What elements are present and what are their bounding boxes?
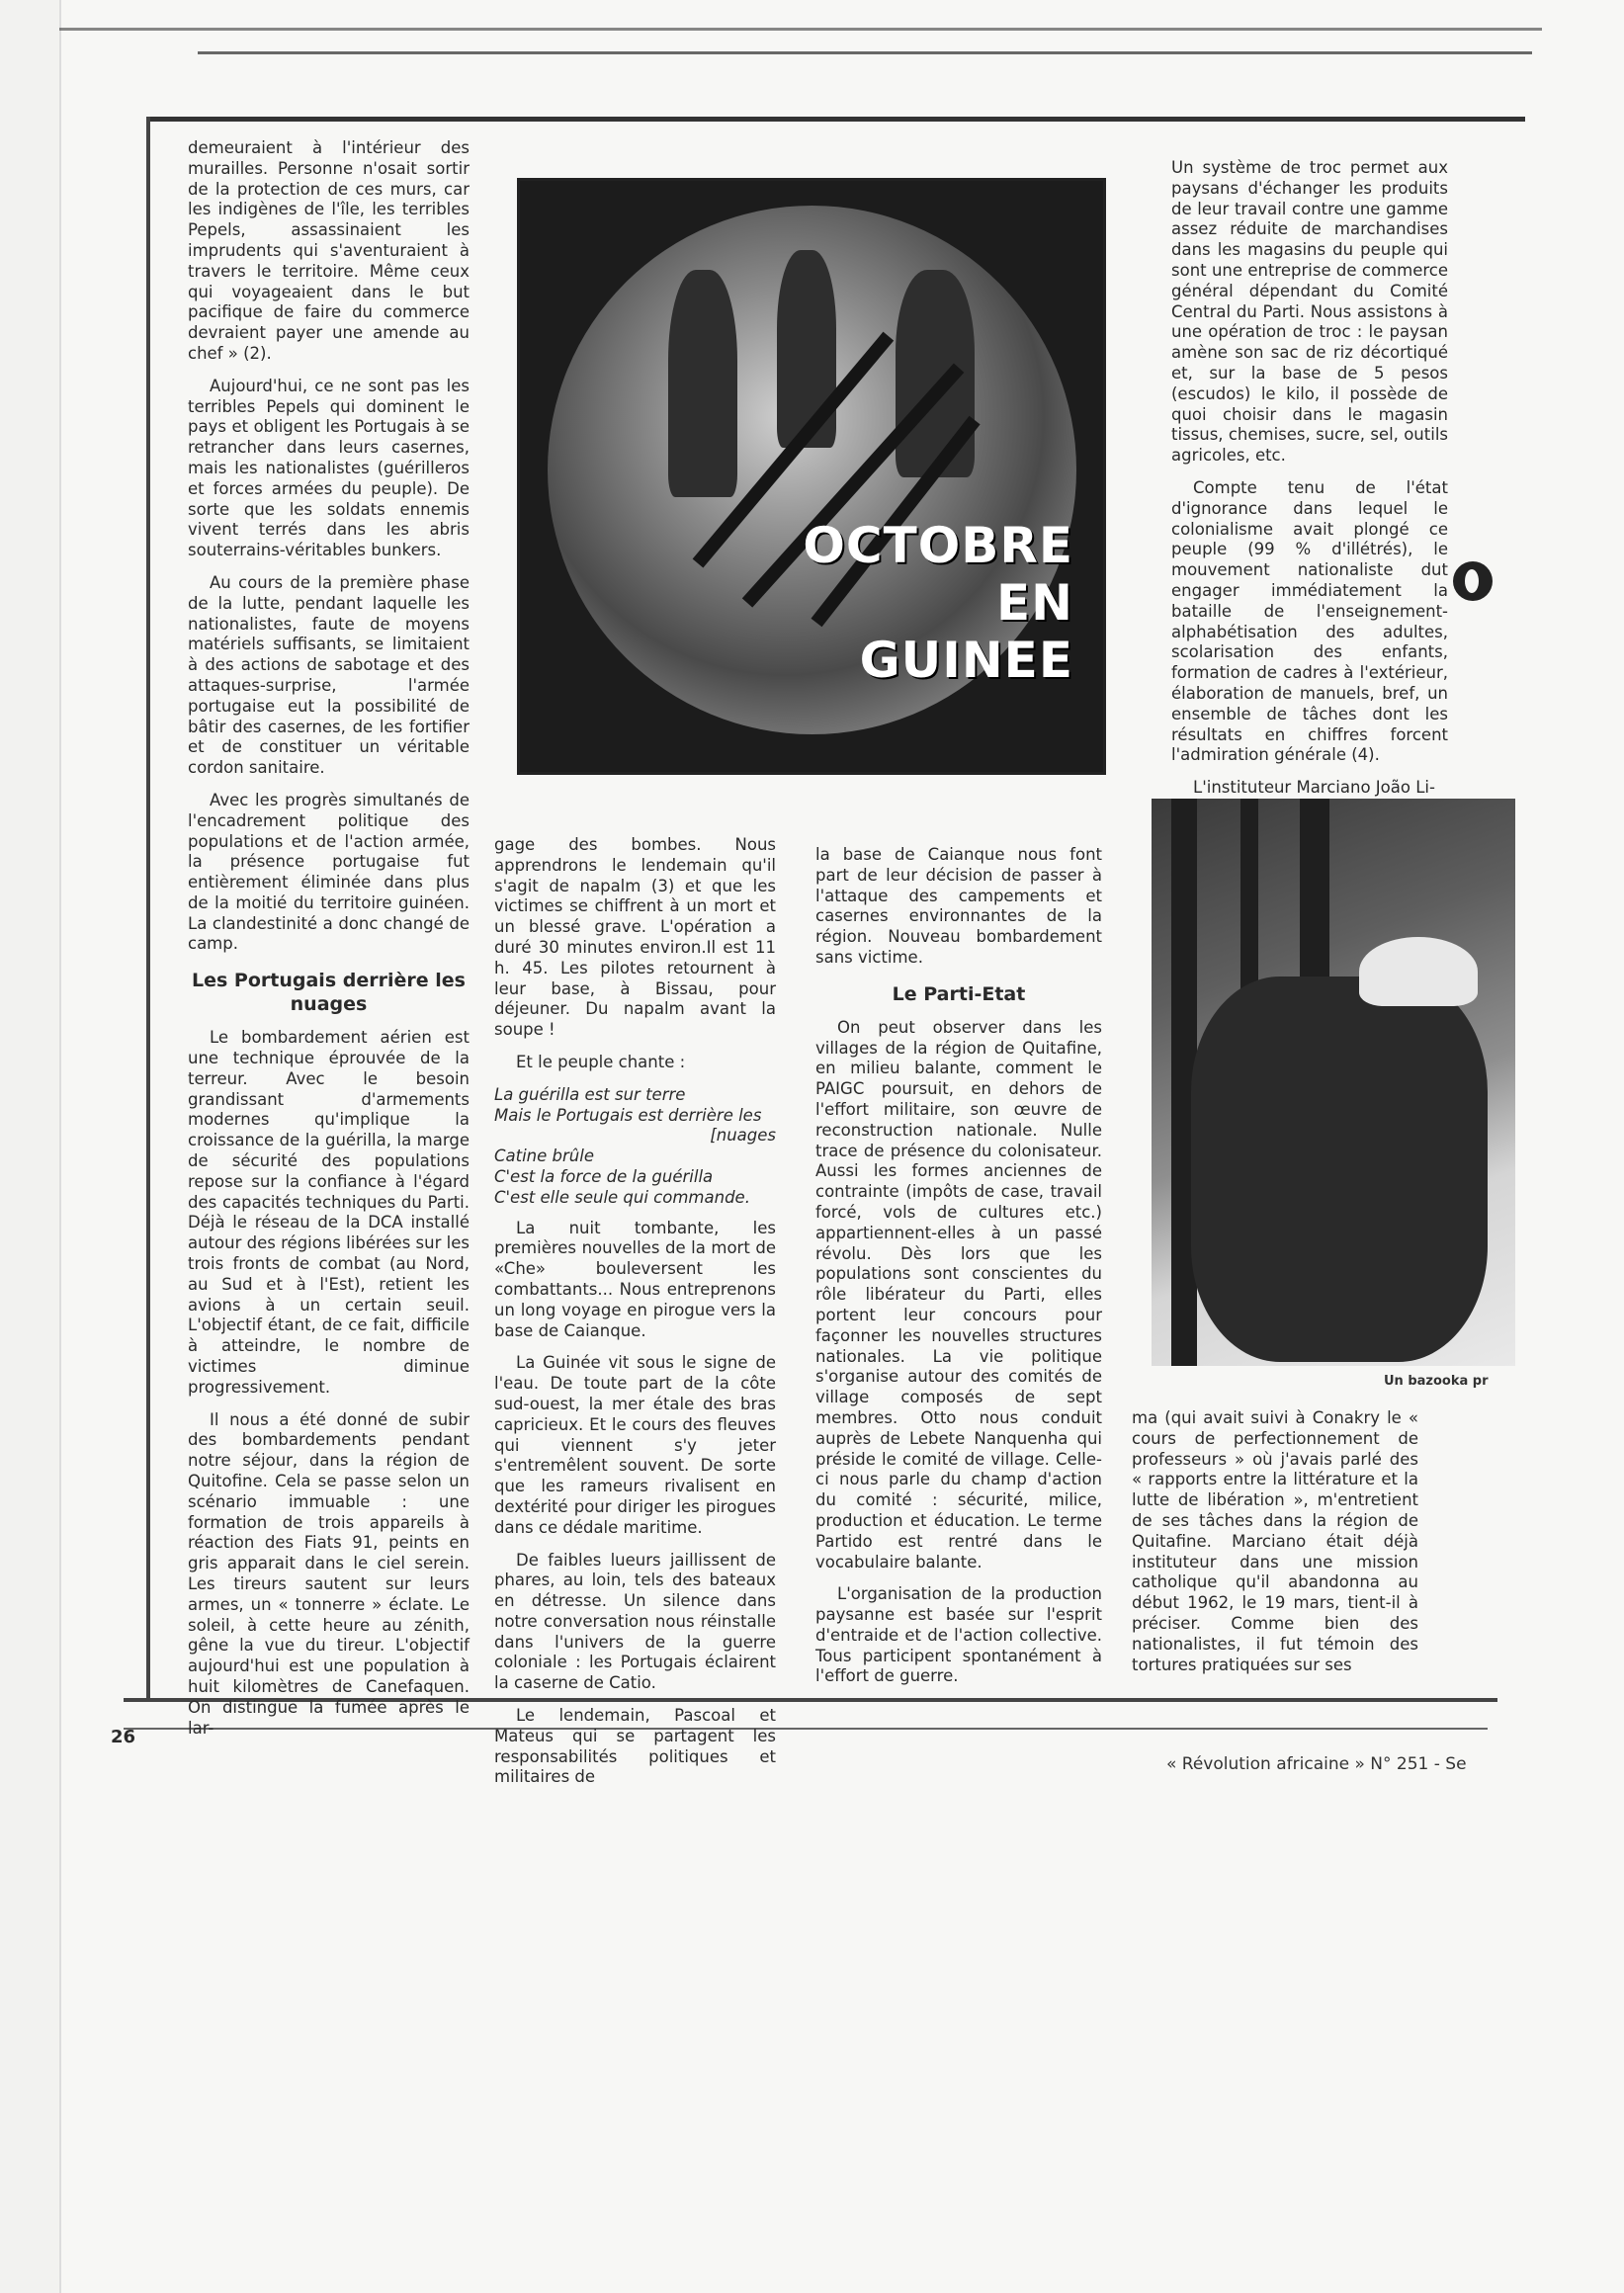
lyric-line: C'est elle seule qui commande. xyxy=(494,1187,750,1207)
paragraph: Avec les progrès simultanés de l'encadrement politique des populations et de l'action armée, la présence portugaise fut entièrement éliminée dans plus de la moitié du territoire guinéen. La clandestinité a donc changé de camp. xyxy=(188,790,470,954)
paragraph: Compte tenu de l'état d'ignorance dans lequel le colonialisme avait plongé ce peuple (99 % d'illétrés), le mouvement nationaliste dut engager immédiatement la bataille de l'enseignement-alphabétisation des adultes, scolarisation des enfants, formation de cadres à l'extérieur, élaboration de manuels, bref, un ensemble de tâches dont les résultats en chiffres forcent l'admiration générale (4). xyxy=(1171,477,1448,765)
paragraph: Un système de troc permet aux paysans d'échanger les produits de leur travail contre une gamme assez réduite de marchandises dans les magasins du peuple qui sont une entreprise de commerce général dépendant du Comité Central du Parti. Nous assistons à une opération de troc : le paysan amène son sac de riz décortiqué et, sur la base de 5 pesos (escudos) le kilo, il possède de quoi choisir dans le magasin tissus, chemises, sucre, sel, outils agricoles, etc. xyxy=(1171,158,1448,466)
photo-title xyxy=(803,517,1073,689)
section-heading-portugais: Les Portugais derrière les nuages xyxy=(192,970,466,1016)
print-mark-icon xyxy=(1453,561,1493,601)
lyric-line: La guérilla est sur terre xyxy=(494,1084,686,1104)
section-heading-parti-etat: Le Parti-Etat xyxy=(892,982,1026,1005)
paragraph: Au cours de la première phase de la lutte, pendant laquelle les nationalistes, faute de moyens matériels suffisants, se limitaient à des actions de sabotage et des attaques-surprise, l'armée portugaise eut la possibilité de bâtir des casernes, de les fortifier et de constituer un véritable cordon sanitaire. xyxy=(188,572,470,778)
lyric-line: [nuages xyxy=(710,1126,776,1146)
frame-left-rule xyxy=(146,117,150,1700)
page-number: 26 xyxy=(111,1727,136,1747)
column-2 xyxy=(494,835,776,1800)
paragraph: demeuraient à l'intérieur des murailles. Personne n'osait sortir de la protection de ces murs, car les indigènes de l'île, les terribles Pepels, assassinaient les imprudents qui s'aventuraient à travers le territoire. Même ceux qui voyageaient dans le but pacifique de faire du commerce devraient payer une amende au chef » (2). xyxy=(188,138,470,363)
frame-top-rule xyxy=(146,117,1525,122)
lyric-line: Catine brûle xyxy=(494,1146,594,1166)
publication-footer: « Révolution africaine » N° 251 - Se xyxy=(1166,1754,1467,1774)
photo-figure xyxy=(668,270,737,497)
photo-helmet xyxy=(1359,937,1478,1006)
paragraph: L'organisation de la production paysanne est basée sur l'esprit d'entraide et de l'action collective. Tous participent spontanément à l'effort de guerre. xyxy=(815,1584,1102,1686)
paragraph: On peut observer dans les villages de la région de Quitafine, en milieu balante, comment le PAIGC poursuit, en dehors de l'effort militaire, son œuvre de reconstruction nationale. Nulle trace de présence du colonisateur. Aussi les formes anciennes de contrainte (impôts de case, travail forcé, vols de cultures etc.) appartiennent-elles à un passé révolu. Dès lors que les populations sont conscientes du rôle libérateur du Parti, elles portent leur concours pour façonner les nouvelles structures nationales. La vie politique s'organise autour des comités de village composés de sept membres. Otto nous conduit auprès de Lebete Nanquenha qui préside le comité de village. Celle-ci nous parle du champ d'action du comité : sécurité, milice, production et éducation. Le terme Partido est rentré dans le vocabulaire balante. xyxy=(815,1017,1102,1571)
column-3 xyxy=(815,845,1102,1699)
photo-title-line: EN xyxy=(995,574,1073,632)
photo-caption: Un bazooka pr xyxy=(1384,1374,1489,1389)
paragraph: Le lendemain, Pascoal et Mateus qui se partagent les responsabilités politiques et militaires de xyxy=(494,1706,776,1787)
photo-title-line: GUINEE xyxy=(859,632,1073,689)
photo-octobre-en-guinee xyxy=(517,178,1106,775)
paragraph: De faibles lueurs jaillissent de phares, au loin, tels des bateaux en détresse. Un silence dans notre conversation nous réinstalle dans l'univers de la guerre coloniale : les Portugais éclairent la caserne de Catio. xyxy=(494,1550,776,1693)
photo-bazooka-soldier xyxy=(1152,799,1515,1366)
paragraph: Aujourd'hui, ce ne sont pas les terribles Pepels qui dominent le pays et obligent les Portugais à se retrancher dans leurs casernes, mais les nationalistes (guérilleros et forces armées du peuple). De sorte que les soldats ennemis vivent terrés dans les abris souterrains-véritables bunkers. xyxy=(188,376,470,560)
lyric-line: C'est la force de la guérilla xyxy=(494,1166,714,1186)
song-lyrics xyxy=(494,1085,776,1209)
paragraph: la base de Caianque nous font part de leur décision de passer à l'attaque des campements et casernes environnantes de la région. Nouveau bombardement sans victime. xyxy=(815,845,1102,967)
paragraph: L'instituteur Marciano João Li- xyxy=(1193,778,1435,798)
paragraph: Il nous a été donné de subir des bombardements pendant notre séjour, dans la région de Quitofine. Cela se passe selon un scénario immuable : une formation de trois appareils à réaction des Fiats 91, peints en gris apparait dans le ciel serein. Les tireurs sautent sur leurs armes, un « tonnerre » éclate. Le soleil, à cette heure au zénith, gêne la vue du tireur. L'objectif aujourd'hui est une population à huit kilomètres de Canefaquen. On distingue la fumée après le lar- xyxy=(188,1409,470,1738)
paragraph: La Guinée vit sous le signe de l'eau. De toute part de la côte sud-ouest, la mer étale des bras capricieux. Et le cours des fleuves qui viennent s'y jeter s'entremêlent souvent. De sorte que les rameurs rivalisent en dextérité pour diriger les pirogues dans ce dédale maritime. xyxy=(494,1353,776,1537)
column-1 xyxy=(188,138,470,1750)
paragraph: Et le peuple chante : xyxy=(516,1052,686,1071)
photo-soldier xyxy=(1191,977,1488,1362)
paragraph: La nuit tombante, les premières nouvelles de la mort de «Che» bouleversent les combattants... Nous entreprenons un long voyage en pirogue vers la base de Caianque. xyxy=(494,1218,776,1340)
photo-title-line: OCTOBRE xyxy=(803,517,1073,574)
top-rule-2 xyxy=(198,51,1532,54)
column-4 xyxy=(1171,158,1448,810)
column-5 xyxy=(1132,1408,1418,1687)
lyric-line: Mais le Portugais est derrière les xyxy=(494,1105,762,1125)
paragraph: Le bombardement aérien est une technique éprouvée de la terreur. Avec le besoin grandissant d'armements modernes qu'implique la croissance de la guérilla, la marge de sécurité des populations repose sur la confiance à l'égard des capacités techniques du Parti. Déjà le réseau de la DCA installé autour des régions libérées sur les trois fronts de combat (au Nord, au Sud et à l'Est), retient les avions à un certain seuil. L'objectif étant, de ce fait, difficile à atteindre, le nombre de victimes diminue progressivement. xyxy=(188,1028,470,1397)
paragraph: ma (qui avait suivi à Conakry le « cours de perfectionnement de professeurs » où j'avais parlé des « rapports entre la littérature et la lutte de libération », m'entretient de ses tâches dans la région de Quitafine. Marciano était déjà instituteur dans une mission catholique qu'il abandonna au début 1962, le 19 mars, tient-il à préciser. Comme bien des nationalistes, il fut témoin des tortures pratiquées sur ses xyxy=(1132,1408,1418,1674)
top-rule xyxy=(59,28,1542,31)
paragraph: gage des bombes. Nous apprendrons le lendemain qu'il s'agit de napalm (3) et que les victimes se chiffrent à un mort et un blessé grave. L'opération a duré 30 minutes environ.Il est 11 h. 45. Les pilotes retournent à leur base, à Bissau, pour déjeuner. Du napalm avant la soupe ! xyxy=(494,835,776,1040)
